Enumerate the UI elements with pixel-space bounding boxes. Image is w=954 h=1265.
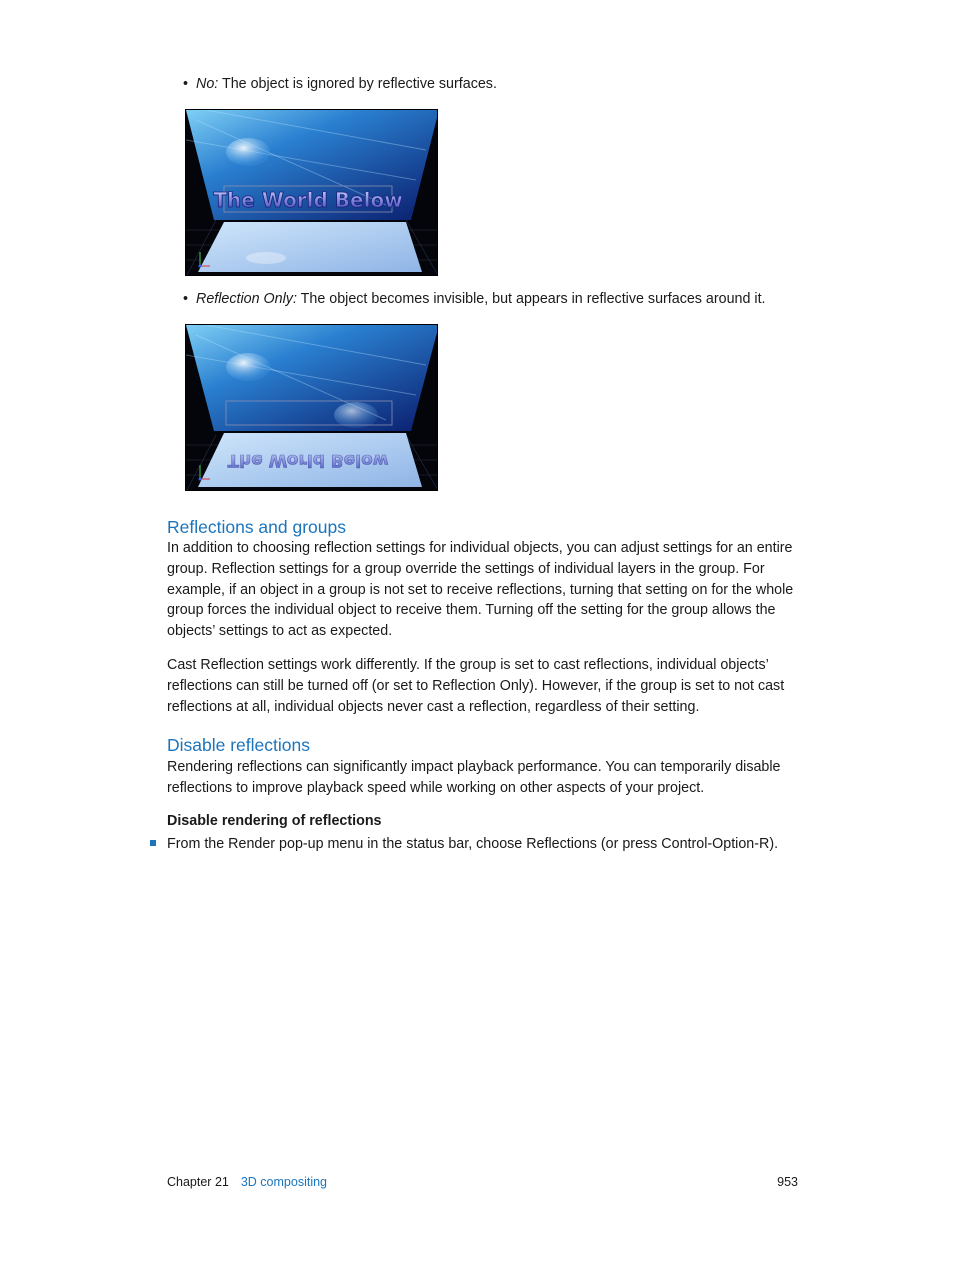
section-heading-reflections-groups: Reflections and groups xyxy=(167,517,346,537)
bubble xyxy=(226,138,270,166)
paragraph-disable: Rendering reflections can significantly impact playback performance. You can temporarily disable reflections to improve playback speed while working on other aspects of your project. xyxy=(167,759,781,796)
footer-chapter-title-link[interactable]: 3D compositing xyxy=(240,1175,328,1189)
bullet-dot: • xyxy=(183,291,189,307)
task-heading: Disable rendering of reflections xyxy=(167,813,382,829)
bullet-no xyxy=(183,74,497,94)
bullet-reflection-only xyxy=(183,289,766,309)
scene-illustration xyxy=(186,325,438,491)
figure-title-text: The World Below xyxy=(213,188,403,212)
bullet-term: No: xyxy=(196,76,219,92)
paragraph-groups-1: In addition to choosing reflection settings for individual objects, you can adjust settings for an entire group. Reflection settings for a group override the settings of individual layers in the group. For example, if an object in a group is not set to receive reflections, turning that setting on for the whole group forces the individual object to receive them. Turning off the setting for the group allows the objects’ settings to act as expected. xyxy=(167,540,794,640)
task-step xyxy=(150,834,778,854)
figure-reflection-only xyxy=(185,324,438,491)
bullet-dot: • xyxy=(183,76,189,92)
backdrop-plane xyxy=(186,325,438,431)
step-bullet-icon xyxy=(150,840,156,846)
page-number: 953 xyxy=(777,1175,798,1189)
bubble xyxy=(226,353,270,381)
bullet-text: The object becomes invisible, but appears in reflective surfaces around it. xyxy=(296,291,766,307)
bubble-reflection xyxy=(334,402,378,428)
bullet-text: The object is ignored by reflective surfaces. xyxy=(218,76,497,92)
footer-chapter: Chapter 21 xyxy=(167,1175,229,1189)
reflective-floor xyxy=(198,222,422,272)
scene-illustration xyxy=(186,110,438,276)
figure-no-reflection xyxy=(185,109,438,276)
step-text: From the Render pop-up menu in the status bar, choose Reflections (or press Control-Option-R). xyxy=(167,836,779,852)
section-heading-disable-reflections: Disable reflections xyxy=(167,735,310,755)
page-footer xyxy=(167,1173,798,1191)
bullet-term: Reflection Only: xyxy=(196,291,297,307)
reflected-title-text: The World Below xyxy=(227,450,389,470)
paragraph-groups-2: Cast Reflection settings work differently. If the group is set to cast reflections, individual objects’ reflections can still be turned off (or set to Reflection Only). However, if the group is set to not cast reflections at all, individual objects never cast a reflection, regardless of their setting. xyxy=(167,657,785,715)
